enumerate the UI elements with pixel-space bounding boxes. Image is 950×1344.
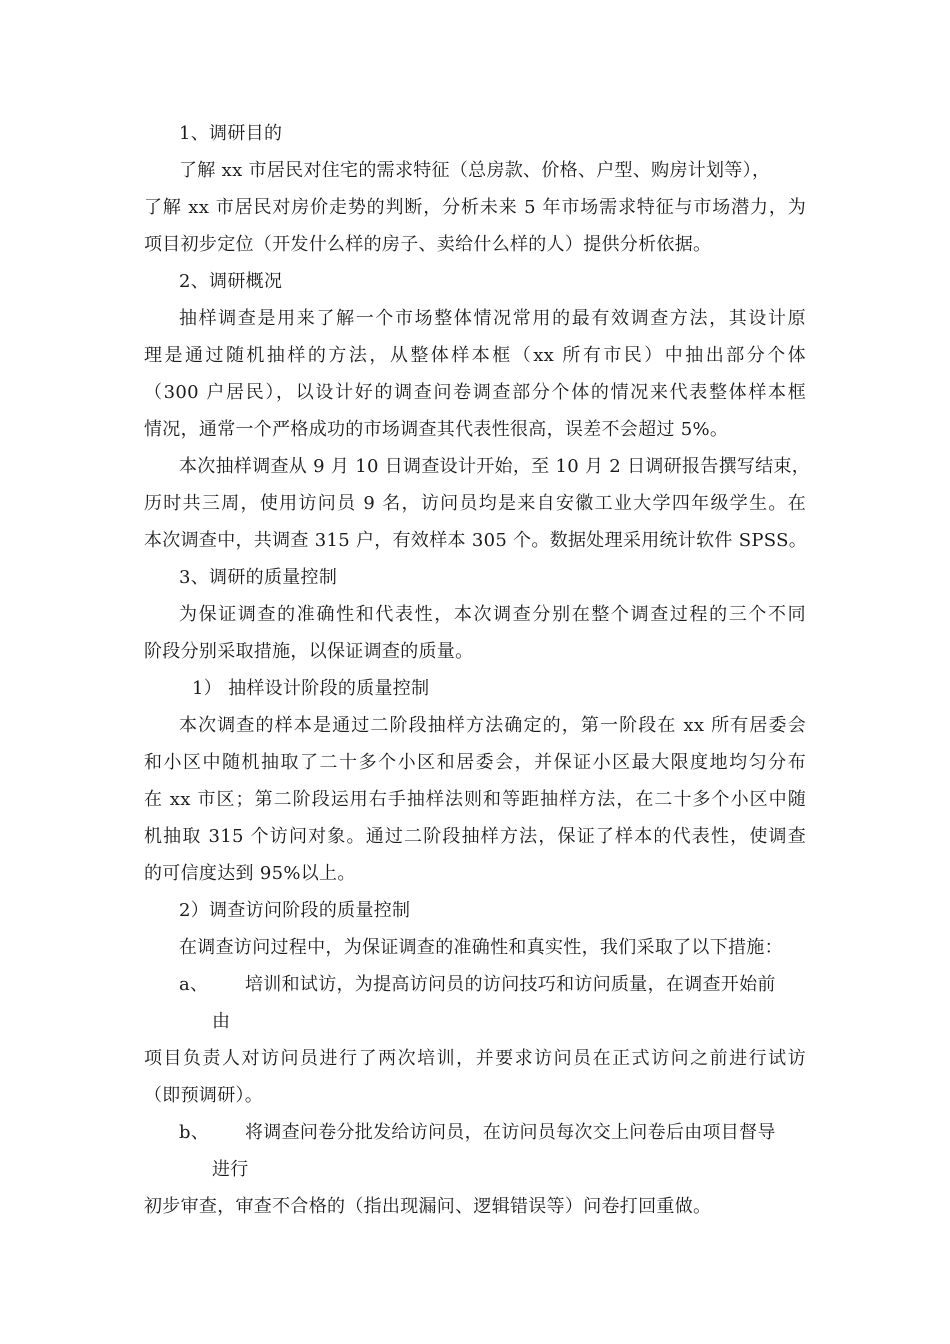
paragraph-line: （300 户居民），以设计好的调查问卷调查部分个体的情况来代表整体样本框 — [144, 382, 806, 403]
paragraph-line: 项目初步定位（开发什么样的房子、卖给什么样的人）提供分析依据。 — [144, 234, 712, 255]
paragraph-line: 初步审查，审查不合格的（指出现漏问、逻辑错误等）问卷打回重做。 — [144, 1196, 712, 1217]
paragraph-line: 在 xx 市区；第二阶段运用右手抽样法则和等距抽样方法，在二十多个小区中随 — [144, 789, 806, 810]
paragraph-line: 情况，通常一个严格成功的市场调查其代表性很高，误差不会超过 5%。 — [144, 419, 729, 440]
heading-research-purpose: 1、调研目的 — [179, 123, 283, 144]
paragraph-line: 抽样调查是用来了解一个市场整体情况常用的最有效调查方法，其设计原 — [179, 308, 806, 329]
paragraph-line: 为保证调查的准确性和代表性，本次调查分别在整个调查过程的三个不同 — [179, 604, 806, 625]
list-marker-b: b、 — [179, 1122, 210, 1143]
paragraph-line: 历时共三周，使用访问员 9 名，访问员均是来自安徽工业大学四年级学生。在 — [144, 493, 806, 514]
list-item-a-text: 培训和试访，为提高访问员的访问技巧和访问质量，在调查开始前 — [245, 974, 776, 995]
paragraph-line: 本次调查中，共调查 315 户，有效样本 305 个。数据处理采用统计软件 SPSS。 — [144, 530, 808, 551]
list-marker-a: a、 — [179, 974, 209, 995]
paragraph-line: 本次抽样调查从 9 月 10 日调查设计开始，至 10 月 2 日调研报告撰写结束， — [179, 456, 811, 477]
list-item-b-text: 将调查问卷分批发给访问员，在访问员每次交上问卷后由项目督导 — [245, 1122, 776, 1143]
paragraph-line: 阶段分别采取措施，以保证调查的质量。 — [144, 641, 474, 662]
paragraph-line: 机抽取 315 个访问对象。通过二阶段抽样方法，保证了样本的代表性，使调查 — [144, 826, 806, 847]
paragraph-line: 了解 xx 市居民对房价走势的判断，分析未来 5 年市场需求特征与市场潜力，为 — [144, 197, 806, 218]
paragraph-line: 在调查访问过程中，为保证调查的准确性和真实性，我们采取了以下措施： — [179, 937, 783, 958]
paragraph-line: 的可信度达到 95%以上。 — [144, 863, 356, 884]
paragraph-line: 本次调查的样本是通过二阶段抽样方法确定的，第一阶段在 xx 所有居委会 — [179, 715, 806, 736]
paragraph-line: 理是通过随机抽样的方法，从整体样本框（xx 所有市民）中抽出部分个体 — [144, 345, 806, 366]
list-item-a-wrap: 由 — [212, 1011, 231, 1032]
paragraph-line: （即预调研）。 — [144, 1085, 264, 1106]
paragraph-line: 和小区中随机抽取了二十多个小区和居委会，并保证小区最大限度地均匀分布 — [144, 752, 806, 773]
list-item-b-wrap: 进行 — [212, 1159, 249, 1180]
paragraph-line: 项目负责人对访问员进行了两次培训，并要求访问员在正式访问之前进行试访 — [144, 1048, 806, 1069]
subheading-sampling-design: 1） 抽样设计阶段的质量控制 — [192, 678, 430, 699]
heading-quality-control: 3、调研的质量控制 — [179, 567, 338, 588]
heading-research-overview: 2、调研概况 — [179, 271, 283, 292]
paragraph-line: 了解 xx 市居民对住宅的需求特征（总房款、价格、户型、购房计划等）， — [179, 160, 771, 181]
subheading-interview-stage: 2）调查访问阶段的质量控制 — [179, 900, 411, 921]
